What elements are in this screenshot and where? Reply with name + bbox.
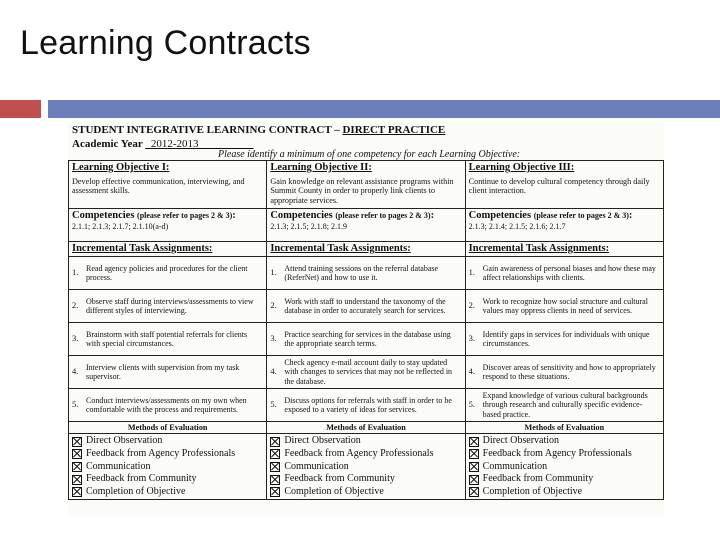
competencies-heading — [270, 210, 461, 222]
task-text: Practice searching for services in the database using the appropriate search terms. — [284, 329, 451, 349]
eval-header-row — [69, 422, 664, 434]
tasks-header: Incremental Task Assignments: — [468, 243, 610, 254]
task-text: Interview clients with supervision from my task supervisor. — [86, 362, 240, 382]
contract-header-dash: – — [331, 124, 343, 136]
competencies-row — [69, 209, 664, 242]
contract-heading — [72, 124, 445, 136]
task-cell — [267, 323, 465, 356]
accent-bar-left — [0, 100, 41, 118]
task-cell — [267, 290, 465, 323]
task-item — [469, 357, 660, 387]
task-cell — [69, 323, 267, 356]
eval-item — [72, 461, 263, 474]
task-number: 5. — [468, 399, 476, 410]
task-text: Expand knowledge of various cultural backgrounds through research and culturally specific evidence-based practice. — [482, 391, 648, 419]
checked-box-icon — [270, 487, 280, 497]
objectives-row — [69, 161, 664, 209]
task-cell — [267, 257, 465, 290]
task-number: 5. — [72, 399, 79, 410]
task-cell — [69, 257, 267, 290]
eval-header-cell: Methods of Evaluation — [267, 422, 465, 434]
task-cell — [69, 290, 267, 323]
competencies-heading — [72, 210, 263, 222]
task-number: 1. — [72, 267, 79, 278]
competencies-colon: : — [628, 210, 633, 221]
task-number: 3. — [270, 333, 277, 344]
accent-bar-right — [48, 100, 720, 118]
contract-instruction: Please identify a minimum of one competency for each Learning Objective: — [218, 149, 521, 160]
eval-label: Feedback from Agency Professionals — [482, 448, 632, 460]
task-number: 2. — [270, 300, 277, 311]
task-text: Conduct interviews/assessments on my own when comfortable with the process and requirements. — [86, 395, 247, 415]
eval-cell — [69, 434, 267, 500]
eval-header-cell: Methods of Evaluation — [465, 422, 663, 434]
objective-cell — [69, 161, 267, 209]
eval-cell — [267, 434, 465, 500]
task-item — [469, 291, 660, 321]
task-cell — [465, 389, 663, 422]
task-number: 4. — [468, 366, 476, 377]
task-item — [469, 324, 660, 354]
task-item — [469, 258, 660, 288]
eval-item — [469, 448, 660, 461]
eval-label: Communication — [482, 460, 548, 472]
checked-box-icon — [72, 487, 82, 497]
competencies-cell — [69, 209, 267, 242]
task-cell — [267, 389, 465, 422]
competencies-label: Competencies — [72, 210, 135, 221]
task-cell — [465, 290, 663, 323]
competencies-colon: : — [430, 210, 435, 221]
eval-item — [469, 461, 660, 474]
year-value: _2012-2013__________ — [145, 138, 254, 150]
competencies-label: Competencies — [270, 210, 333, 221]
slide-title: Learning Contracts — [20, 24, 311, 62]
checked-box-icon — [72, 462, 82, 472]
competencies-note: (please refer to pages 2 & 3) — [137, 211, 233, 220]
objective-text: Continue to develop cultural competency through daily client interaction. — [468, 177, 650, 196]
task-number: 1. — [468, 267, 476, 278]
task-number: 1. — [270, 267, 277, 278]
task-text: Brainstorm with staff potential referrals for clients with special circumstances. — [86, 329, 248, 349]
checked-box-icon — [72, 449, 82, 459]
task-row — [69, 323, 664, 356]
task-row — [69, 356, 664, 389]
eval-item — [469, 486, 660, 499]
task-item — [270, 291, 461, 321]
eval-label: Feedback from Agency Professionals — [86, 448, 236, 460]
competencies-cell — [465, 209, 663, 242]
competencies-note: (please refer to pages 2 & 3) — [533, 211, 629, 220]
task-cell — [69, 356, 267, 389]
eval-label: Direct Observation — [482, 435, 560, 447]
eval-label: Direct Observation — [86, 435, 163, 447]
competencies-label: Competencies — [468, 210, 532, 221]
task-cell — [465, 356, 663, 389]
eval-header-cell: Methods of Evaluation — [69, 422, 267, 434]
task-text: Discover areas of sensitivity and how to appropriately respond to these situations. — [482, 362, 656, 382]
eval-label: Communication — [284, 460, 349, 472]
eval-label: Feedback from Community — [482, 473, 594, 485]
competencies-note: (please refer to pages 2 & 3) — [335, 211, 431, 220]
eval-item — [72, 448, 263, 461]
eval-item — [72, 473, 263, 486]
task-number: 3. — [468, 333, 476, 344]
task-number: 2. — [72, 300, 79, 311]
task-item — [72, 258, 263, 288]
eval-label: Completion of Objective — [86, 485, 186, 497]
objective-title: Learning Objective III: — [468, 162, 575, 173]
task-text: Identify gaps in services for individuals with unique circumstances. — [482, 329, 650, 349]
checked-box-icon — [469, 449, 479, 459]
task-item — [270, 357, 461, 387]
task-text: Gain awareness of personal biases and how these may affect relationships with clients. — [482, 263, 656, 283]
eval-item — [72, 435, 263, 448]
task-item — [469, 390, 660, 420]
eval-item — [469, 473, 660, 486]
task-number: 4. — [270, 366, 277, 377]
task-item — [72, 357, 263, 387]
task-cell — [267, 356, 465, 389]
competencies-cell — [267, 209, 465, 242]
eval-item — [270, 486, 461, 499]
task-row — [69, 389, 664, 422]
task-item — [270, 390, 461, 420]
task-text: Discuss options for referrals with staff in order to be exposed to a variety of ideas for services. — [284, 395, 452, 415]
eval-item — [469, 435, 660, 448]
task-number: 5. — [270, 399, 277, 410]
year-label: Academic Year — [72, 138, 146, 150]
checked-box-icon — [270, 462, 280, 472]
objective-text: Develop effective communication, interviewing, and assessment skills. — [72, 177, 245, 196]
contract-header-sub: DIRECT PRACTICE — [342, 124, 446, 136]
eval-label: Feedback from Agency Professionals — [284, 448, 434, 460]
competencies-values: 2.1.3; 2.1.4; 2.1.5; 2.1.6; 2.1.7 — [468, 222, 566, 232]
task-text: Observe staff during interviews/assessments to view different styles of interviewing. — [86, 296, 254, 316]
competencies-values: 2.1.1; 2.1.3; 2.1.7; 2.1.10(a-d) — [72, 222, 169, 232]
competencies-colon: : — [232, 210, 236, 221]
checked-box-icon — [72, 437, 82, 447]
checked-box-icon — [469, 437, 479, 447]
tasks-header-cell — [69, 242, 267, 257]
eval-item — [270, 473, 461, 486]
checked-box-icon — [270, 449, 280, 459]
checked-box-icon — [270, 475, 280, 485]
task-item — [270, 324, 461, 354]
task-item — [270, 258, 461, 288]
objective-cell — [465, 161, 663, 209]
eval-row — [69, 434, 664, 500]
contract-header: STUDENT INTEGRATIVE LEARNING CONTRACT — [72, 124, 332, 136]
objective-title: Learning Objective I: — [72, 162, 170, 173]
competencies-values: 2.1.3; 2.1.5; 2.1.8; 2.1.9 — [270, 222, 347, 232]
contract-table — [68, 160, 664, 500]
task-text: Work with staff to understand the taxonomy of the database in order to accurately search for services. — [284, 296, 446, 316]
task-text: Read agency policies and procedures for the client process. — [86, 263, 248, 283]
eval-cell — [465, 434, 663, 500]
task-text: Work to recognize how social structure and cultural values may oppress clients in need of services. — [482, 296, 648, 316]
eval-item — [270, 448, 461, 461]
eval-label: Feedback from Community — [284, 473, 395, 485]
eval-item — [270, 435, 461, 448]
task-number: 3. — [72, 333, 79, 344]
task-row — [69, 257, 664, 290]
eval-label: Communication — [86, 460, 151, 472]
checked-box-icon — [469, 462, 479, 472]
tasks-header-cell — [267, 242, 465, 257]
task-text: Check agency e-mail account daily to stay updated with changes to services that may not be reflected in the database. — [284, 358, 453, 386]
objective-title: Learning Objective II: — [270, 162, 372, 173]
checked-box-icon — [72, 475, 82, 485]
tasks-header: Incremental Task Assignments: — [72, 243, 213, 254]
task-item — [72, 324, 263, 354]
task-cell — [465, 257, 663, 290]
task-item — [72, 390, 263, 420]
checked-box-icon — [469, 475, 479, 485]
eval-label: Completion of Objective — [284, 485, 384, 497]
task-number: 4. — [72, 366, 79, 377]
task-text: Attend training sessions on the referral database (ReferNet) and how to use it. — [284, 263, 439, 283]
task-cell — [69, 389, 267, 422]
task-cell — [465, 323, 663, 356]
checked-box-icon — [270, 437, 280, 447]
competencies-heading — [469, 210, 660, 222]
task-row — [69, 290, 664, 323]
eval-item — [270, 461, 461, 474]
tasks-header-row — [69, 242, 664, 257]
checked-box-icon — [469, 487, 479, 497]
eval-item — [72, 486, 263, 499]
eval-label: Feedback from Community — [86, 473, 197, 485]
eval-label: Direct Observation — [284, 435, 361, 447]
tasks-header: Incremental Task Assignments: — [270, 243, 411, 254]
task-item — [72, 291, 263, 321]
objective-cell — [267, 161, 465, 209]
tasks-header-cell — [465, 242, 663, 257]
task-number: 2. — [468, 300, 476, 311]
scanned-contract-document — [68, 122, 664, 516]
task-rows — [69, 257, 664, 422]
objective-text: Gain knowledge on relevant assistance programs within Summit County in order to properly link clients to appropriate services. — [270, 177, 454, 205]
eval-label: Completion of Objective — [482, 485, 583, 497]
